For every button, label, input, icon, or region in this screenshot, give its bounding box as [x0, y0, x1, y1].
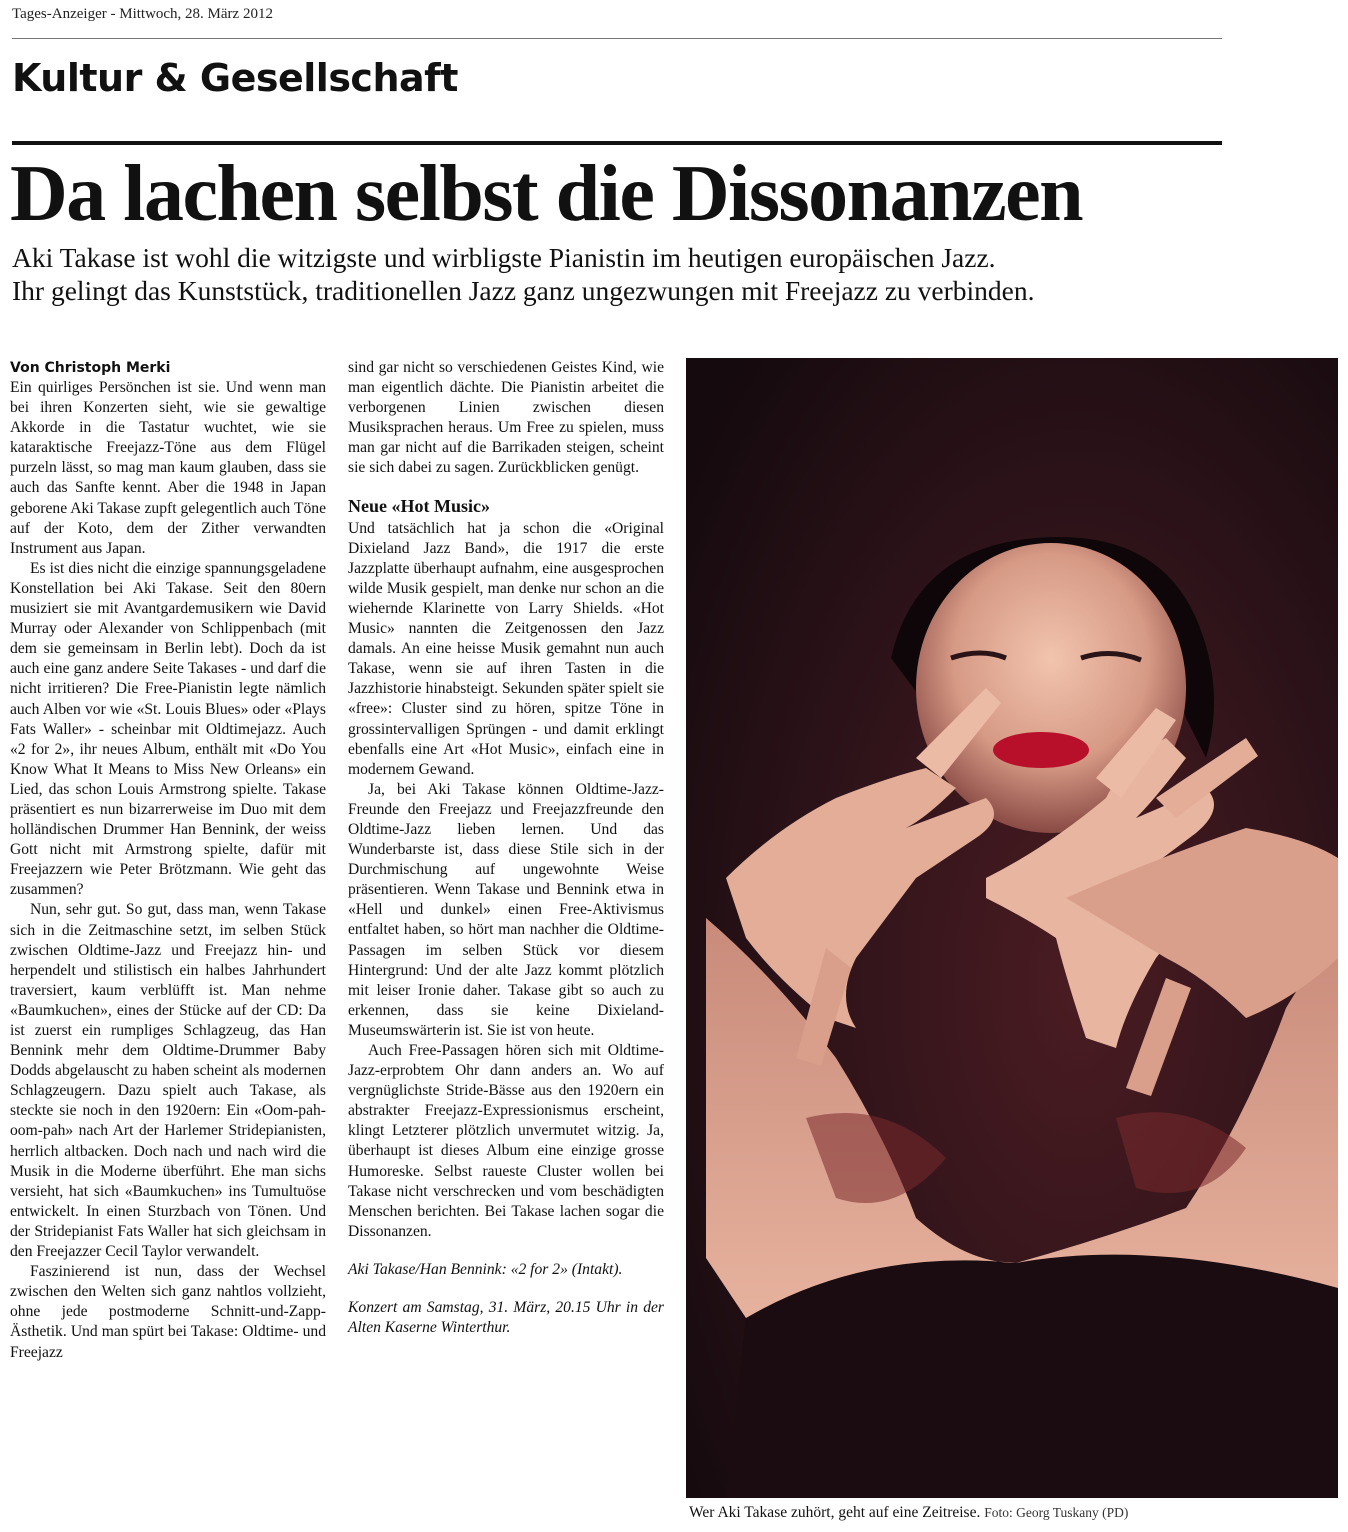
top-rule	[12, 38, 1222, 39]
subheading: Neue «Hot Music»	[348, 495, 490, 516]
body-paragraph: sind gar nicht so verschiedenen Geistes Kind, wie man eigentlich dächte. Die Pianistin arbeitet die verborgenen Linien zwischen diesen Musiksprachen heraus. Um Free zu spielen, muss man gar nicht auf die Barrikaden steigen, scheint sie sich dabei zu sagen. Zurückblicken genügt.	[348, 359, 664, 477]
photo-credit: Foto: Georg Tuskany (PD)	[984, 1505, 1129, 1520]
body-paragraph: Es ist dies nicht die einzige spannungsgeladene Konstellation bei Aki Takase. Seit den 80ern musiziert sie mit Avantgardemusikern wie David Murray oder Alexander von Schlippenbach (mit dem sie gemeinsam in Berlin lebt). Doch da ist auch eine ganz andere Seite Takases - und darf die nicht irritieren? Die Free-Pianistin legte nämlich auch Alben vor wie «St. Louis Blues» oder «Plays Fats Waller» - scheinbar mit Oldtimejazz. Auch «2 for 2», ihr neues Album, enthält mit «Do You Know What It Means to Miss New Orleans» ein Lied, das schon Louis Armstrong spielte. Takase präsentiert es nun bizarrerweise im Duo mit dem holländischen Drummer Han Bennink, der weiss Gott nicht mit Armstrong spielte, dafür mit Freejazzern wie Peter Brötzmann. Wie geht das zusammen?	[10, 559, 326, 899]
lead-paragraph	[12, 241, 1252, 307]
concert-info: Konzert am Samstag, 31. März, 20.15 Uhr in der Alten Kaserne Winterthur.	[348, 1299, 664, 1337]
body-paragraph: Faszinierend ist nun, dass der Wechsel zwischen den Welten sich ganz nahtlos vollzieht, ohne jede postmoderne Schnitt-und-Zapp-Ästhetik. Und man spürt bei Takase: Oldtime- und Freejazz	[10, 1263, 326, 1361]
dateline: Tages-Anzeiger - Mittwoch, 28. März 2012	[12, 6, 273, 22]
photo-caption	[689, 1504, 1339, 1522]
article-column-1	[10, 358, 326, 1363]
headline: Da lachen selbst die Dissonanzen	[10, 150, 1083, 238]
lead-line: Ihr gelingt das Kunststück, traditionellen Jazz ganz ungezwungen mit Freejazz zu verbinden.	[12, 275, 1035, 306]
lead-line: Aki Takase ist wohl die witzigste und wirbligste Pianistin im heutigen europäischen Jazz.	[12, 242, 996, 273]
caption-text: Wer Aki Takase zuhört, geht auf eine Zeitreise.	[689, 1504, 981, 1521]
body-paragraph: Und tatsächlich hat ja schon die «Original Dixieland Jazz Band», die 1917 die erste Jazzplatte überhaupt aufnahm, eine ausgesprochen wilde Musik gespielt, man denke nur schon an die wiehernde Klarinette von Larry Shields. «Hot Music» nannten die Zeitgenossen den Jazz damals. An eine heisse Musik gemahnt nun auch Takase, wenn sie auf ihren Tasten in die Jazzhistorie hinabsteigt. Sekunden später spielt sie «free»: Cluster sind zu hören, spitze Töne in grossintervalligen Sprüngen - und damit erklingt ebenfalls eine Art «Hot Music», einfach eine in modernem Gewand.	[348, 519, 664, 778]
section-title: Kultur & Gesellschaft	[12, 56, 458, 100]
byline: Von Christoph Merki	[10, 360, 171, 376]
section-rule	[12, 141, 1222, 145]
album-info: Aki Takase/Han Bennink: «2 for 2» (Intakt).	[348, 1260, 623, 1278]
body-paragraph: Ein quirliges Persönchen ist sie. Und wenn man bei ihren Konzerten sieht, wie sie gewaltige Akkorde in die Tastatur wuchtet, wie sie kataraktische Freejazz-Töne aus dem Flügel purzeln lässt, so mag man kaum glauben, dass sie auch das Sanfte kennt. Aber die 1948 in Japan geborene Aki Takase zupft gelegentlich auch Töne auf der Koto, dem der Zither verwandten Instrument aus Japan.	[10, 379, 326, 557]
body-paragraph: Auch Free-Passagen hören sich mit Oldtime-Jazz-erprobtem Ohr dann anders an. Wo auf vergnüglichste Stride-Bässe aus den 1920ern ein abstrakter Freejazz-Expressionismus erscheint, klingt Letzterer plötzlich unvermutet witzig. Ja, überhaupt ist dieses Album eine einzige grosse Humoreske. Selbst raueste Cluster wollen bei Takase nicht verschrecken und vom beschädigten Menschen berichten. Bei Takase lachen sogar die Dissonanzen.	[348, 1042, 664, 1240]
article-column-2	[348, 358, 664, 1338]
body-paragraph: Nun, sehr gut. So gut, dass man, wenn Takase sich in die Zeitmaschine setzt, im selben Stück zwischen Oldtime-Jazz und Freejazz hin- und herpendelt und stilistisch ein halbes Jahrhundert traversiert, kaum verblüfft ist. Man nehme «Baumkuchen», eines der Stücke auf der CD: Da ist zuerst ein rumpliges Schlagzeug, das Han Bennink mehr dem Oldtime-Drummer Baby Dodds abgelauscht zu haben scheint als modernen Schlagzeugern. Dazu spielt auch Takase, als steckte sie noch in den 1920ern: Ein «Oom-pah-oom-pah» nach Art der Harlemer Stridepianisten, herrlich altbacken. Doch nach und nach wird die Musik in die Moderne überführt. Ehe man sichs versieht, hat sich «Baumkuchen» ins Tumultuöse entwickelt. In einen Sturzbach von Tönen. Und der Stridepianist Fats Waller hat sich gleichsam in den Freejazzer Cecil Taylor verwandelt.	[10, 901, 326, 1261]
portrait-photo	[686, 358, 1338, 1498]
body-paragraph: Ja, bei Aki Takase können Oldtime-Jazz-Freunde den Freejazz und Freejazzfreunde den Oldtime-Jazz lieben lernen. Und das Wunderbarste ist, dass diese Stile sich in der Durchmischung auf ungewohnte Weise präsentieren. Wenn Takase und Bennink etwa in «Hell und dunkel» einen Free-Aktivismus entfaltet haben, so hört man nachher die Oldtime-Passagen im selben Stück vor diesem Hintergrund: Und der alte Jazz kommt plötzlich mit leiser Ironie daher. Takase gibt so auch zu erkennen, dass sie keine Dixieland-Museumswärterin ist. Sie ist von heute.	[348, 780, 664, 1039]
